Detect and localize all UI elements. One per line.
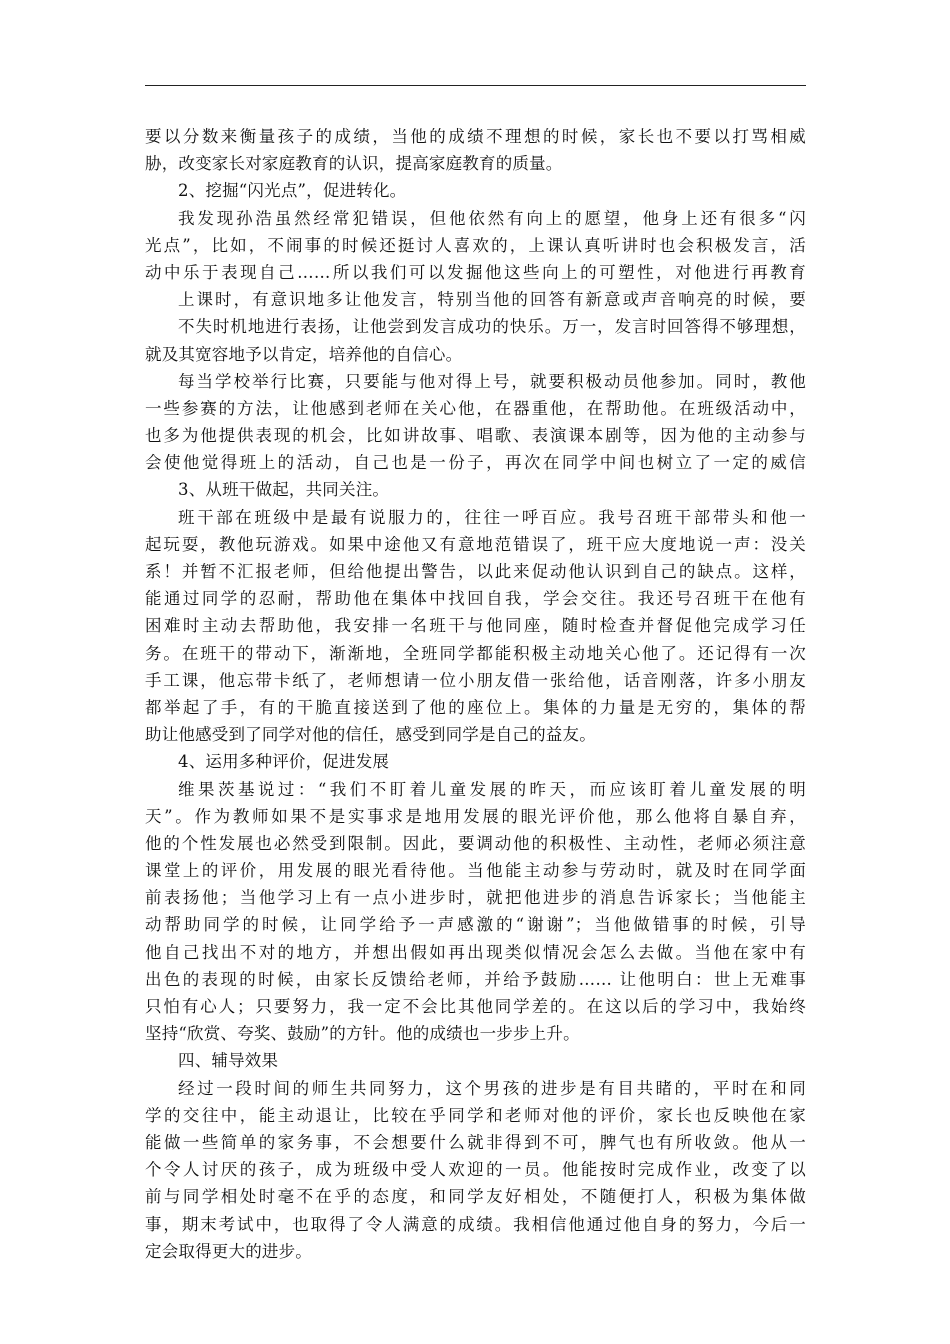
text-line: 出色的表现的时候，由家长反馈给老师，并给予鼓励…… 让他明白：世上无难事	[145, 969, 806, 989]
body-text	[145, 123, 806, 1265]
text-line: 起玩耍，教他玩游戏。如果中途他又有意地范错误了，班干应大度地说一声：没关	[145, 534, 806, 554]
text-line: 也多为他提供表现的机会，比如讲故事、唱歌、表演课本剧等，因为他的主动参与	[145, 426, 806, 446]
text-line: 课堂上的评价，用发展的眼光看待他。当他能主动参与劳动时，就及时在同学面	[145, 861, 806, 881]
section-heading: 四、辅导效果	[178, 1051, 279, 1071]
text-line: 事，期末考试中，也取得了令人满意的成绩。我相信他通过他自身的努力，今后一	[145, 1214, 806, 1234]
text-line: 前表扬他；当他学习上有一点小进步时，就把他进步的消息告诉家长；当他能主	[145, 888, 806, 908]
text-line: 他的个性发展也必然受到限制。因此，要调动他的积极性、主动性，老师必须注意	[145, 833, 806, 853]
text-line: 都举起了手，有的干脆直接送到了他的座位上。集体的力量是无穷的，集体的帮	[145, 697, 806, 717]
header-rule	[145, 85, 806, 86]
text-line: 个令人讨厌的孩子，成为班级中受人欢迎的一员。他能按时完成作业，改变了以	[145, 1160, 806, 1180]
text-line: 困难时主动去帮助他，我安排一名班干与他同座，随时检查并督促他完成学习任	[145, 616, 806, 636]
text-line: 维果茨基说过：“我们不盯着儿童发展的昨天，而应该盯着儿童发展的明	[178, 779, 806, 799]
text-line: 务。在班干的带动下，渐渐地，全班同学都能积极主动地关心他了。还记得有一次	[145, 643, 806, 663]
text-line: 经过一段时间的师生共同努力，这个男孩的进步是有目共睹的，平时在和同	[178, 1078, 806, 1098]
text-line: 前与同学相处时毫不在乎的态度，和同学友好相处，不随便打人，积极为集体做	[145, 1187, 806, 1207]
section-heading: 2、挖掘“闪光点”，促进转化。	[178, 181, 407, 201]
text-line: 只怕有心人；只要努力，我一定不会比其他同学差的。在这以后的学习中，我始终	[145, 997, 806, 1016]
text-line: 动帮助同学的时候，让同学给予一声感激的“谢谢”；当他做错事的时候，引导	[145, 915, 806, 935]
text-line: 光点”，比如，不闹事的时候还挺讨人喜欢的，上课认真听讲时也会积极发言，活	[145, 235, 806, 255]
text-line: 手工课，他忘带卡纸了，老师想请一位小朋友借一张给他，话音刚落，许多小朋友	[145, 670, 806, 690]
text-line: 不失时机地进行表扬，让他尝到发言成功的快乐。万一，发言时回答得不够理想，	[178, 317, 806, 337]
text-line: 能做一些简单的家务事，不会想要什么就非得到不可，脾气也有所收敛。他从一	[145, 1132, 806, 1152]
text-line: 要以分数来衡量孩子的成绩，当他的成绩不理想的时候，家长也不要以打骂相威	[145, 127, 806, 146]
text-line: 定会取得更大的进步。	[145, 1241, 312, 1261]
text-line: 胁，改变家长对家庭教育的认识，提高家庭教育的质量。	[145, 154, 563, 174]
section-heading: 3、从班干做起，共同关注。	[178, 480, 390, 500]
text-line: 动中乐于表现自己……所以我们可以发掘他这些向上的可塑性，对他进行再教育	[145, 262, 806, 282]
text-line: 他自己找出不对的地方，并想出假如再出现类似情况会怎么去做。当他在家中有	[145, 942, 806, 962]
text-line: 学的交往中，能主动退让，比较在乎同学和老师对他的评价，家长也反映他在家	[145, 1105, 806, 1125]
text-line: 能通过同学的忍耐，帮助他在集体中找回自我，学会交往。我还号召班干在他有	[145, 589, 806, 609]
text-line: 每当学校举行比赛，只要能与他对得上号，就要积极动员他参加。同时，教他	[178, 371, 806, 391]
text-line: 就及其宽容地予以肯定，培养他的自信心。	[145, 344, 463, 364]
text-line: 上课时，有意识地多让他发言，特别当他的回答有新意或声音响亮的时候，要	[178, 290, 806, 310]
text-line: 一些参赛的方法，让他感到老师在关心他，在器重他，在帮助他。在班级活动中，	[145, 398, 806, 418]
text-line: 会使他觉得班上的活动，自己也是一份子，再次在同学中间也树立了一定的威信	[145, 453, 806, 473]
text-line: 我发现孙浩虽然经常犯错误，但他依然有向上的愿望，他身上还有很多“闪	[178, 208, 806, 228]
text-line: 班干部在班级中是最有说服力的，往往一呼百应。我号召班干部带头和他一	[178, 507, 806, 527]
text-line: 系！并暂不汇报老师，但给他提出警告，以此来促动他认识到自己的缺点。这样，	[145, 562, 806, 581]
text-line: 坚持“欣赏、夸奖、鼓励”的方针。他的成绩也一步步上升。	[145, 1024, 580, 1044]
section-heading: 4、运用多种评价，促进发展	[178, 752, 390, 772]
text-line: 天”。作为教师如果不是实事求是地用发展的眼光评价他，那么他将自暴自弃，	[145, 806, 806, 826]
text-line: 助让他感受到了同学对他的信任，感受到同学是自己的益友。	[145, 725, 596, 745]
